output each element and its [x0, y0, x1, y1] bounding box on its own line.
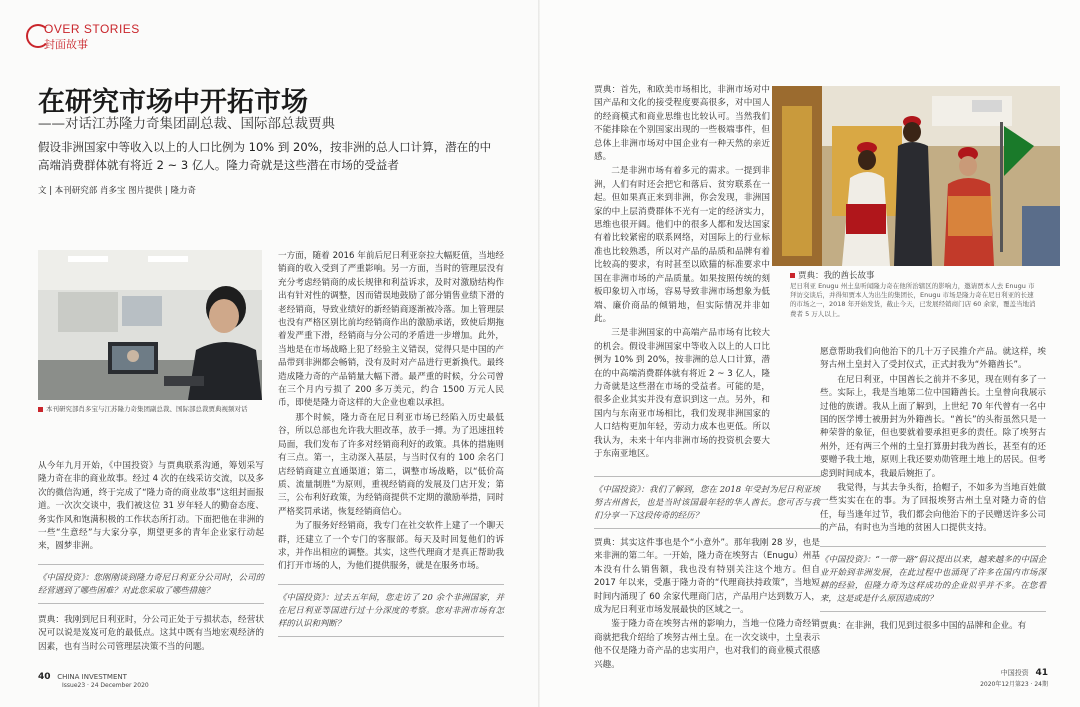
article-byline: 文 | 本刊研究部 肖多宝 图片提供 | 隆力奇 — [38, 186, 196, 196]
right-column-1-lower — [594, 476, 820, 672]
right-column-1 — [594, 84, 770, 461]
answer-paragraph-2: 贾典：首先，和欧美市场相比，非洲市场对中国产品和文化的接受程度要高很多，对中国人的经商模式和商业思维也比较认可。当然我们不能排除在个别国家出现的一些极端事件，但总体上非洲市场对中国企业有一种天然的亲近感。 — [594, 85, 770, 163]
question-box-2: 《中国投资》：过去五年间，您走访了 20 余个非洲国家，并在尼日利亚等国进行过十分深度的考察。您对非洲市场有怎样的认识和判断？ — [278, 584, 504, 637]
paragraph: 一方面，随着 2016 年前后尼日利亚奈拉大幅贬值，当地经销商的收入受到了严重影响。另一方面，当时的管理层没有充分考虑经销商的成长规律和利益诉求，及时对激励结构作出有针对性的调整，因而错误地鼓励了部分销售业绩下滑的老经销商，导致业绩好的新经销商逐渐被冷落。加上管理层也没有严格区别比前均经销商作出的激励承诺，致使后期拖着发严重下滑，经销商与分公司的矛盾进一步增加。此外，当地是在市场战略上犯了经验主义错误，觉得只是中国的产品带到非洲都会畅销，没有及时对产品进行更新换代。最终造成隆力奇的产品销量大幅下滑。最严重的时候，分公司曾在三个月内亏损了 200 多万美元，约合 1500 万元人民币，即使是隆力奇这样的大企业也难以承担。 — [278, 251, 504, 409]
photo-caption: 本刊研究部肖多宝与江苏隆力奇集团副总裁、国际部总裁贾典视频对话 — [38, 404, 278, 413]
paragraph: 那个时候，隆力奇在尼日利亚市场已经陷入历史最低谷，所以总部也允许我大胆改革，放手一搏。为了迅速扭转局面，我们发布了许多对经销商利好的政策。具体的措施则有三点。第一，主动深入基层，与当时仅有的 100 余名门店经销商建立直通渠道；第二，调整市场战略，以“低价高质、流量制胜”为原则，重视经销商的发展及门店开发；第三，公布利好政策，为经销商提供不定期的激励举措，同时严格奖罚承诺，恢复经销商信心。 — [278, 412, 504, 517]
question-box-1: 《中国投资》：您刚刚谈到隆力奇尼日利亚分公司时，公司的经营遇到了哪些困难？对此您采取了哪些措施？ — [38, 564, 264, 604]
paragraph: 鉴于隆力奇在埃努古州的影响力，当地一位隆力奇经销商就把我介绍给了埃努古州土皇。在一次交谈中，土皇表示他不仅是隆力奇产品的忠实用户，也对我们的商业模式很感兴趣。 — [594, 619, 820, 670]
ceremony-photo-icon — [772, 86, 1060, 266]
paragraph: 为了服务好经销商，我专门在社交软件上建了一个聊天群，还建立了一个专门的客服部。每天及时回复他们的诉求，并作出相应的调整。其实，这些代理商才是真正帮助我们打开市场的人，为他们提供服务，就是在服务市场。 — [278, 521, 504, 572]
article-subtitle: ——对话江苏隆力奇集团副总裁、国际部总裁贾典 — [38, 116, 335, 132]
page-number: 40 — [38, 672, 51, 682]
paragraph: 我觉得，与其去争头衔，拾帽子，不如多为当地百姓做一些实实在在的事。为了回报埃努古州土皇对隆力奇的信任，每当逢年过节，我们都会向他治下的子民赠送许多公司的产品，有时也为当地的贫困人口提供支持。 — [820, 483, 1046, 534]
article-lead: 假设非洲国家中等收入以上的人口比例为 10% 到 20%，按非洲的总人口计算，潜在的中高端消费群体就有将近 2 ~ 3 亿人。隆力奇就是这些潜在市场的受益者 — [38, 140, 492, 172]
left-column-2 — [278, 250, 504, 637]
section-kicker-cn: 封面故事 — [44, 38, 88, 51]
interview-photo — [38, 250, 262, 400]
answer-paragraph-4: 贾典：在非洲，我们见到过很多中国的品牌和企业。有 — [820, 620, 1027, 631]
section-kicker-en: OVER STORIES — [44, 22, 140, 36]
photo-caption: 尼日利亚 Enugu 州土皇听闻隆力奇在他所治辖区的影响力，邀请贾本人去 Enugu 市拜访交谈后，并得知贾本人为出生的集团长，Enugu 市场是隆力奇在尼日利亚的长速的市场之一，2018 年开始发货，截止今天，已发展经销商门店 60 余家，覆盖当地消费者 5 万人以上。 — [790, 282, 1036, 318]
magazine-name: 中国投资 — [1000, 669, 1029, 677]
right-column-2 — [820, 346, 1046, 633]
article-title: 在研究市场中开拓市场 — [38, 87, 308, 118]
paragraph: 三是非洲国家的中高端产品市场有比较大的机会。假设非洲国家中等收入以上的人口比例为 10% 到 20%，按非洲的总人口计算，潜在的中高端消费群体就有将近 2 ~ 3 亿人，隆力奇就是这些潜在市场的受益者。可能的是，很多企业其实并没有意识到这一点。另外，和国内与东南亚市场相比，我们发现非洲国家的人口结构更加年轻，劳动力成本也更低。所以我认为，未来十年内非洲市场的投资机会要大于东南亚地区。 — [594, 328, 770, 459]
left-column-1 — [38, 460, 264, 654]
left-footer — [38, 672, 149, 689]
caption-marker-icon — [790, 273, 795, 278]
answer-paragraph-3: 贾典：其实这件事也是个“小意外”。那年我刚 28 岁，也是来非洲的第二年。一开始，隆力奇在埃努古（Enugu）州基本没有什么销售额，我也没有特别关注这个地方。但自 2017 年以来，受惠于隆力奇的“代理商扶持政策”，当地短时间内涌现了 60 余家代理商门店，产品用户达到数万人，成为尼日利亚市场发展最快的区域之一。 — [594, 538, 820, 616]
chief-ceremony-photo — [772, 86, 1060, 266]
paragraph: 愿意帮助我们向他治下的几十万子民推介产品。就这样，埃努古州土皇封入了受封仪式，正式封我为“外籍酋长”。 — [820, 347, 1046, 371]
magazine-name: CHINA INVESTMENT — [57, 673, 127, 681]
caption-marker-icon — [38, 407, 43, 412]
video-call-photo-icon — [38, 250, 262, 400]
photo-caption-title: 贾典：我的酋长故事 — [790, 269, 875, 281]
paragraph: 二是非洲市场有着多元的需求。一提到非洲，人们有时还会把它和落后、贫穷联系在一起。但如果真正来到非洲，你会发现，非洲国家的中上层消费群体不光有一定的经济实力，思维也很开阔。他们中的很多人都和发达国家有着比较紧密的联系网络，对国际上的行业标准也比较熟悉，所以对产品的品质和品牌有着比较高的要求，有时甚至以欧猫的标准要求中国在非洲市场的产品质量。如果按照传统的刻板印象切入市场，容易导致非洲市场想象为低端、廉价商品的倾销地，但实际情况并非如此。 — [594, 166, 770, 324]
issue-info: Issue23 · 24 December 2020 — [62, 682, 149, 689]
intro-paragraph: 从今年九月开始，《中国投资》与贾典联系沟通，筹划采写隆力奇在非的商业故事。经过 4 次的在线采访交流，以及多次的微信沟通，终于完成了“隆力奇的商业故事”这组封面报道。一次次交谈中，我们被这位 31 岁年轻人的勤奋态度、务实作风和饱满积极的工作状态所打动。下面把他在非洲的一些“生意经”与大家分享，期望更多的青年企业家行动起来，圆梦非洲。 — [38, 461, 264, 552]
right-footer — [958, 668, 1048, 688]
issue-info: 2020年12月第23 · 24期 — [980, 681, 1048, 688]
paragraph: 在尼日利亚，中国酋长之前并不多见，现在则有多了一些。实际上，我是当地第二位中国籍酋长。土皇曾向我展示过他的族谱。我从上面了解到，上世纪 70 年代曾有一名中国的医学博士被册封为外籍酋长。“酋长”的头衔虽然只是一种荣誉的象征，但也要就着要承担更多的责任。除了埃努古州外，还有两三个州的土皇打算册封我为酋长，甚至有的还要赠予我土地，原则上我还要劝勋管理土地上的居民。但考虑到时间成本，我最后婉拒了。 — [820, 374, 1046, 479]
page-number: 41 — [1035, 668, 1048, 678]
question-box-3: 《中国投资》：我们了解到，您在 2018 年受封为尼日利亚埃努古州酋长，也是当时该国最年轻的华人酋长。您可否与我们分享一下这段传奇的经历？ — [594, 476, 820, 529]
answer-paragraph-1: 贾典：我刚到尼日利亚时，分公司正处于亏损状态，经营状况可以说是岌岌可危的最低点。这其中既有当地宏观经济的因素，也有当时公司管理层决策不当的问题。 — [38, 614, 264, 652]
question-box-4: 《中国投资》：“一带一路”倡议提出以来，越来越多的中国企业开始到非洲发展，在此过程中也涌现了许多在国内市场深耕的经验，但隆力奇为这样成功的企业似乎并不多。在您看来，这是或是什么原因造成的？ — [820, 546, 1046, 612]
